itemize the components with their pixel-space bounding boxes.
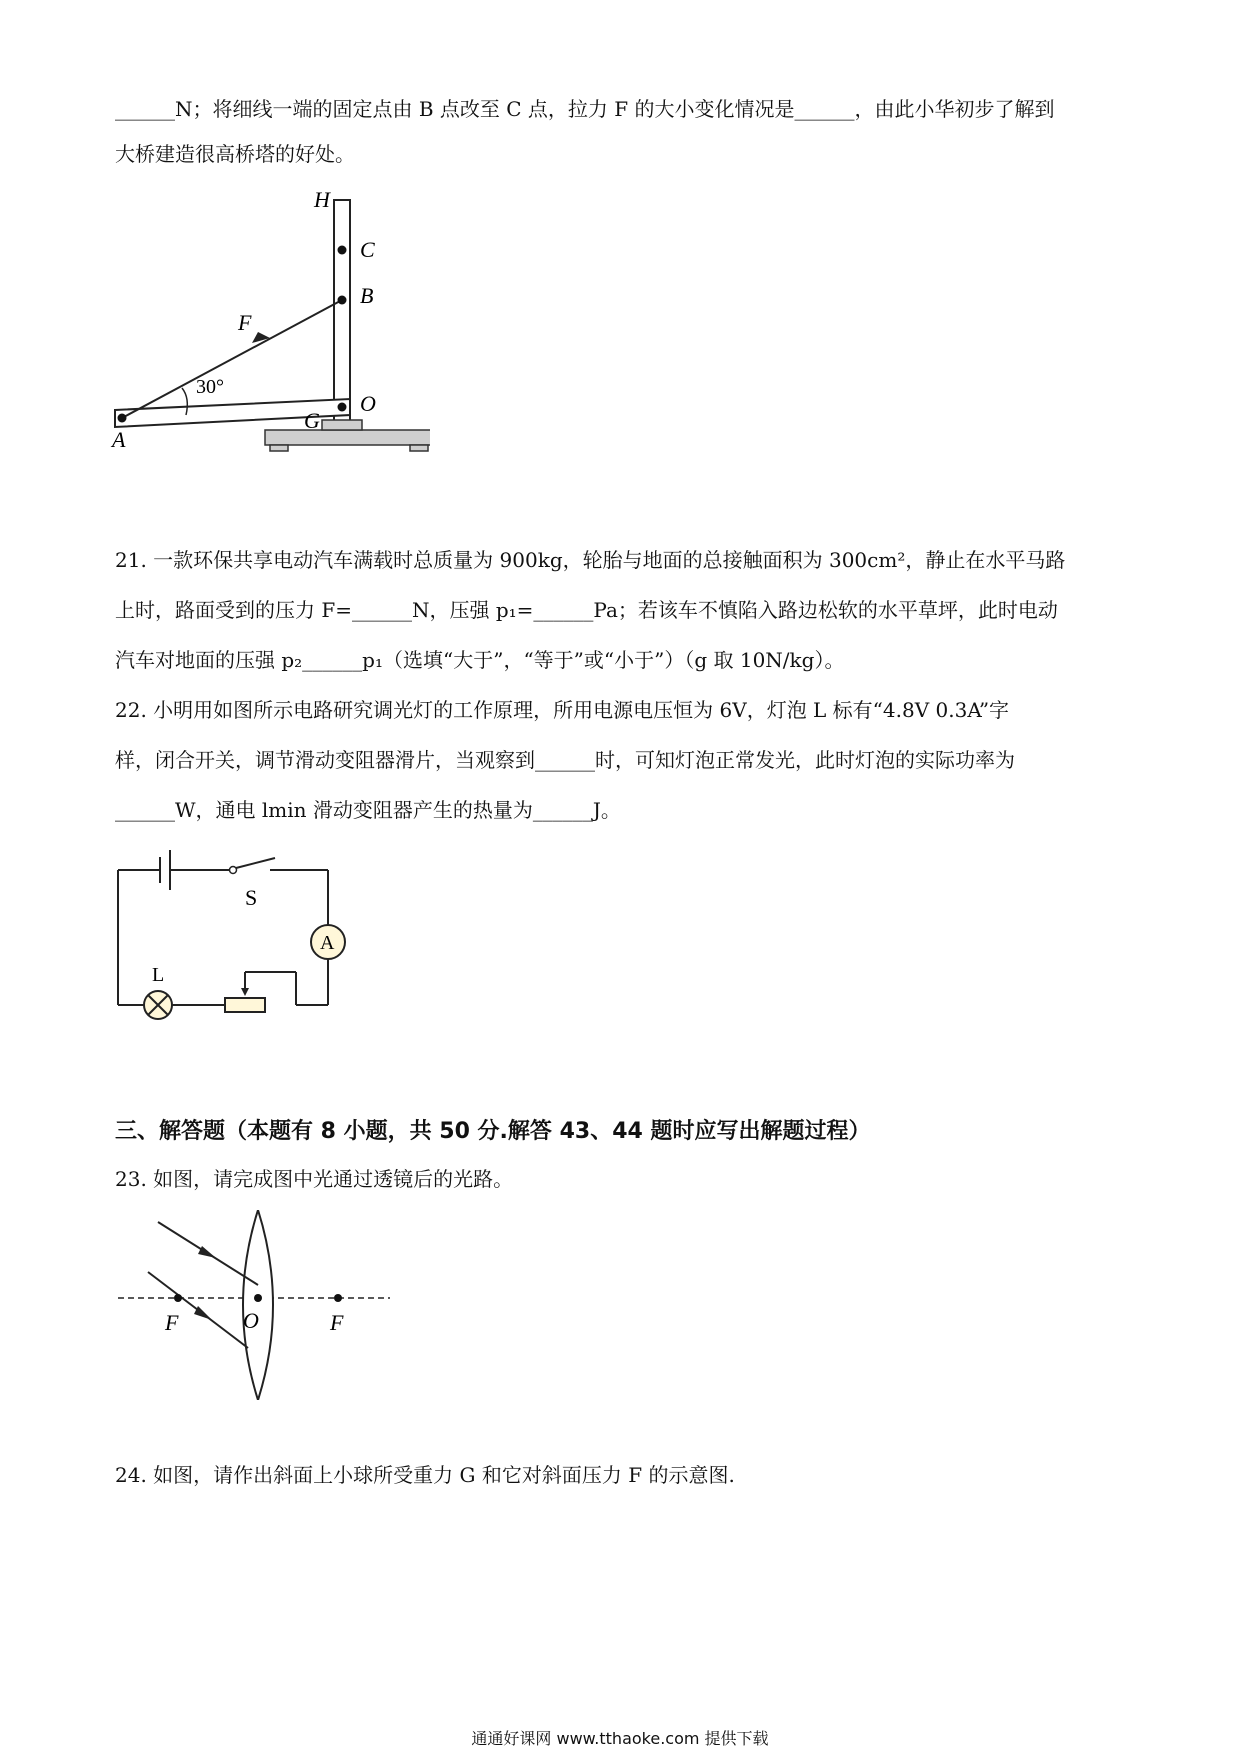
optical-center bbox=[254, 1294, 262, 1302]
q21-text-line-2: 上时，路面受到的压力 F=______N，压强 p₁=______Pa；若该车不慎陷入路边松软的水平草坪，此时电动 bbox=[115, 598, 1058, 622]
point-a bbox=[118, 414, 127, 423]
label-o: O bbox=[360, 391, 376, 416]
label-angle: 30° bbox=[196, 376, 224, 398]
lever-tower-figure bbox=[100, 185, 430, 495]
section-3-heading: 三、解答题（本题有 8 小题，共 50 分.解答 43、44 题时应写出解题过程） bbox=[115, 1119, 871, 1144]
label-f: F bbox=[238, 310, 252, 335]
rheostat bbox=[225, 998, 265, 1012]
label-f-right: F bbox=[330, 1310, 344, 1335]
page-footer: 通通好课网 www.tthaoke.com 提供下载 bbox=[471, 1729, 769, 1748]
label-a: A bbox=[112, 427, 126, 452]
label-b: B bbox=[360, 283, 374, 308]
label-g: G bbox=[304, 408, 320, 433]
focus-left bbox=[174, 1294, 182, 1302]
label-f-left: F bbox=[165, 1310, 179, 1335]
q21-text-line-3: 汽车对地面的压强 p₂______p₁（选填“大于”，“等于”或“小于”）（g 取 10N/kg）。 bbox=[115, 648, 845, 672]
lens-figure bbox=[110, 1210, 410, 1400]
circuit-figure bbox=[100, 845, 400, 1045]
force-arrow bbox=[252, 332, 270, 343]
q22-text-line-1: 22. 小明用如图所示电路研究调光灯的工作原理，所用电源电压恒为 6V，灯泡 L 标有“4.8V 0.3A”字 bbox=[115, 698, 1010, 722]
switch-pivot bbox=[230, 867, 237, 874]
point-c bbox=[338, 246, 347, 255]
label-h: H bbox=[314, 187, 330, 212]
label-ammeter: A bbox=[320, 932, 335, 954]
q22-text-line-2: 样，闭合开关，调节滑动变阻器滑片，当观察到______时，可知灯泡正常发光，此时灯泡的实际功率为 bbox=[115, 748, 1015, 772]
q20-text-line-2: 大桥建造很高桥塔的好处。 bbox=[115, 142, 355, 166]
label-s: S bbox=[245, 885, 258, 910]
focus-right bbox=[334, 1294, 342, 1302]
switch-lever bbox=[236, 858, 275, 868]
q22-text-line-3: ______W，通电 lmin 滑动变阻器产生的热量为______J。 bbox=[115, 798, 621, 822]
label-o-lens: O bbox=[243, 1308, 259, 1333]
q23-text-line-1: 23. 如图，请完成图中光通过透镜后的光路。 bbox=[115, 1167, 514, 1191]
convex-lens bbox=[243, 1210, 273, 1400]
point-o bbox=[338, 403, 347, 412]
label-c: C bbox=[360, 237, 375, 262]
q20-text-line-1: ______N；将细线一端的固定点由 B 点改至 C 点，拉力 F 的大小变化情况是______，由此小华初步了解到 bbox=[115, 97, 1055, 121]
q21-text-line-1: 21. 一款环保共享电动汽车满载时总质量为 900kg，轮胎与地面的总接触面积为 300cm²，静止在水平马路 bbox=[115, 548, 1066, 572]
q24-text-line-1: 24. 如图，请作出斜面上小球所受重力 G 和它对斜面压力 F 的示意图. bbox=[115, 1463, 735, 1487]
stand-base bbox=[265, 430, 430, 445]
label-lamp: L bbox=[152, 964, 165, 986]
point-b bbox=[338, 296, 347, 305]
